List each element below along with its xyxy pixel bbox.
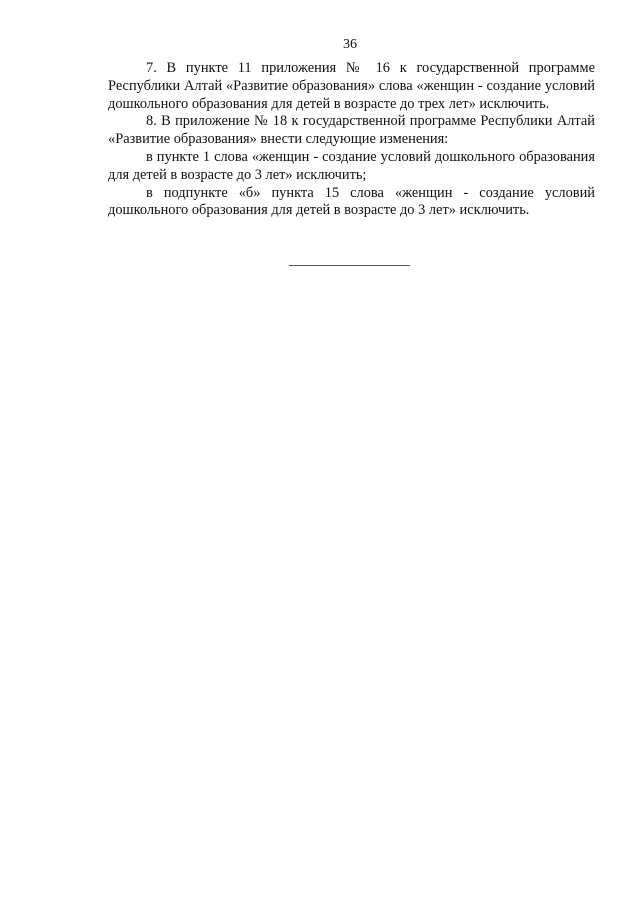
end-separator-line	[289, 265, 410, 266]
paragraph-subitem-15b: в подпункте «б» пункта 15 слова «женщин - создание условий дошкольного образования для детей в возрасте до 3 лет» исключить.	[108, 184, 595, 219]
paragraph-subitem-1: в пункте 1 слова «женщин - создание условий дошкольного образования для детей в возрасте до 3 лет» исключить;	[108, 148, 595, 183]
paragraph-item-8: 8. В приложение № 18 к государственной программе Республики Алтай «Развитие образования» внести следующие изменения:	[108, 113, 595, 148]
page-number: 36	[343, 37, 357, 52]
document-body	[108, 60, 595, 220]
paragraph-item-7: 7. В пункте 11 приложения № 16 к государственной программе Республики Алтай «Развитие образования» слова «женщин - создание условий дошкольного образования для детей в возрасте до трех лет» исключить.	[108, 60, 595, 112]
